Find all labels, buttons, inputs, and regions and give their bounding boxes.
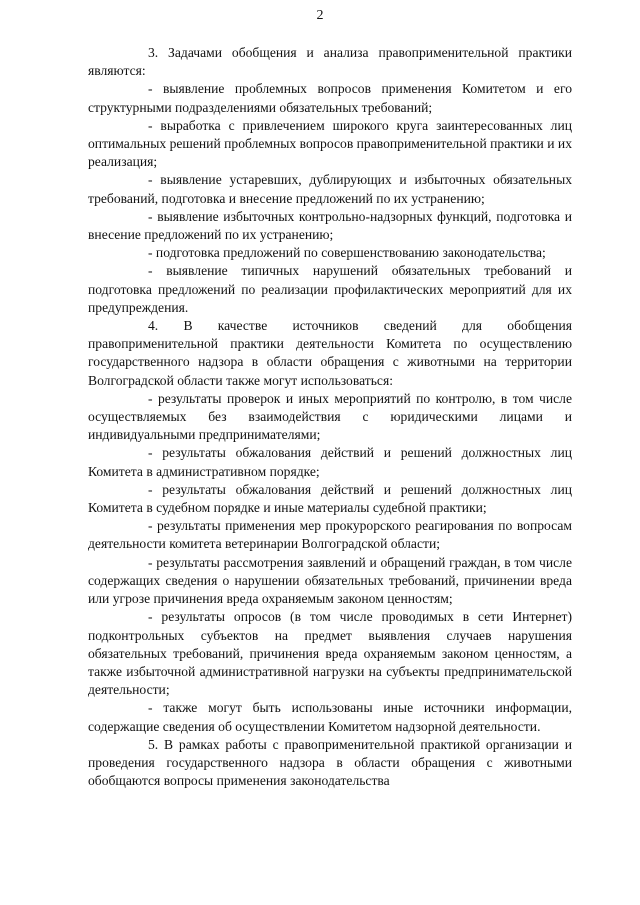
list-item: - результаты применения мер прокурорского реагирования по вопросам деятельности комитета ветеринарии Волгоградской области; — [88, 518, 572, 552]
list-item: - выявление типичных нарушений обязательных требований и подготовка предложений по реализации профилактических мероприятий для их предупреждения. — [88, 263, 572, 315]
list-item: - выработка с привлечением широкого круга заинтересованных лиц оптимальных решений проблемных вопросов правоприменительной практики и их реализация; — [88, 117, 572, 170]
list-item: - результаты рассмотрения заявлений и обращений граждан, в том числе содержащих сведения о нарушении обязательных требований, причинении вреда или угрозе причинения вреда охраняемым законом ценностям; — [88, 554, 572, 607]
document-body — [88, 44, 572, 790]
list-item: - выявление проблемных вопросов применения Комитетом и его структурными подразделениями обязательных требований; — [88, 81, 572, 115]
page-number: 2 — [316, 8, 324, 23]
paragraph-sources-intro: 4. В качестве источников сведений для обобщения правоприменительной практики деятельности Комитета по осуществлению государственного надзора в области обращения с животными на территории Волгоградской области также могут использоваться: — [88, 318, 572, 388]
list-item: - выявление устаревших, дублирующих и избыточных обязательных требований, подготовка и внесение предложений по их устранению; — [88, 172, 572, 206]
list-item: - подготовка предложений по совершенствованию законодательства; — [148, 245, 546, 261]
list-item: - выявление избыточных контрольно-надзорных функций, подготовка и внесение предложений по их устранению; — [88, 208, 572, 243]
list-item: - результаты обжалования действий и решений должностных лиц Комитета в административном порядке; — [88, 445, 572, 479]
list-item: - результаты опросов (в том числе проводимых в сети Интернет) подконтрольных субъектов на предмет выявления случаев нарушения обязательных требований, причинения вреда охраняемым законом ценностям, а также избыточной административной нагрузки на субъекты предпринимательской деятельности; — [88, 609, 572, 698]
list-item: - также могут быть использованы иные источники информации, содержащие сведения об осуществлении Комитетом надзорной деятельности. — [88, 700, 572, 734]
paragraph-practice: 5. В рамках работы с правоприменительной практикой организации и проведения государственного надзора в области обращения с животными обобщаются вопросы применения законодательства — [88, 736, 572, 789]
list-item: - результаты проверок и иных мероприятий по контролю, в том числе осуществляемых без взаимодействия с юридическими лицами и индивидуальными предпринимателями; — [88, 390, 572, 443]
paragraph-tasks-intro: 3. Задачами обобщения и анализа правоприменительной практики являются: — [88, 45, 572, 79]
list-item: - результаты обжалования действий и решений должностных лиц Комитета в судебном порядке и иные материалы судебной практики; — [88, 481, 572, 516]
